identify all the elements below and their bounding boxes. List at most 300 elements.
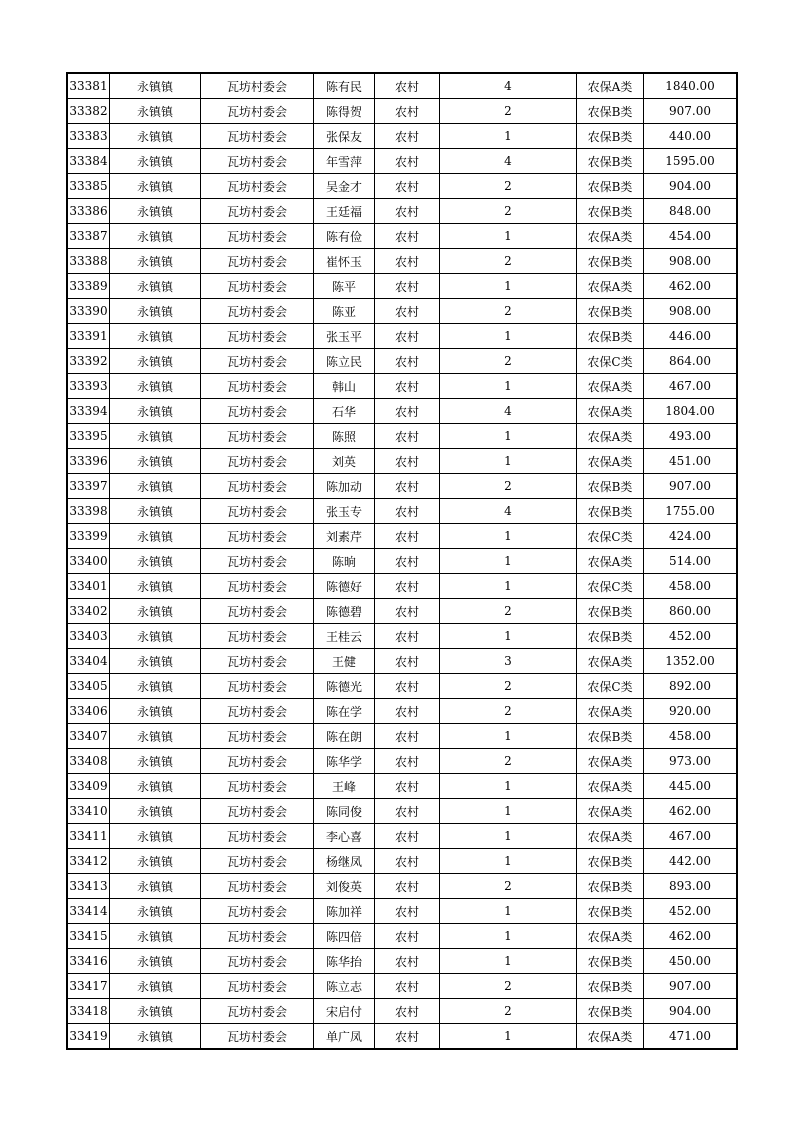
person-count-cell: 1 (440, 849, 577, 874)
person-count-cell: 4 (440, 149, 577, 174)
table-row (67, 524, 737, 549)
table-row (67, 949, 737, 974)
town-cell: 永镇镇 (110, 774, 201, 799)
name-cell: 王健 (314, 649, 375, 674)
person-count-cell: 2 (440, 974, 577, 999)
village-committee-cell: 瓦坊村委会 (201, 849, 314, 874)
village-committee-cell: 瓦坊村委会 (201, 73, 314, 99)
town-cell: 永镇镇 (110, 649, 201, 674)
household-type-cell: 农村 (375, 724, 440, 749)
person-count-cell: 2 (440, 299, 577, 324)
category-cell: 农保B类 (577, 624, 644, 649)
amount-cell: 1804.00 (644, 399, 738, 424)
village-committee-cell: 瓦坊村委会 (201, 324, 314, 349)
person-count-cell: 1 (440, 424, 577, 449)
record-id-cell: 33413 (67, 874, 110, 899)
village-committee-cell: 瓦坊村委会 (201, 924, 314, 949)
town-cell: 永镇镇 (110, 99, 201, 124)
name-cell: 王桂云 (314, 624, 375, 649)
town-cell: 永镇镇 (110, 974, 201, 999)
household-type-cell: 农村 (375, 974, 440, 999)
household-type-cell: 农村 (375, 99, 440, 124)
person-count-cell: 1 (440, 324, 577, 349)
household-type-cell: 农村 (375, 73, 440, 99)
record-id-cell: 33415 (67, 924, 110, 949)
household-type-cell: 农村 (375, 299, 440, 324)
table-row (67, 574, 737, 599)
name-cell: 陈立志 (314, 974, 375, 999)
amount-cell: 458.00 (644, 574, 738, 599)
name-cell: 陈德光 (314, 674, 375, 699)
town-cell: 永镇镇 (110, 449, 201, 474)
town-cell: 永镇镇 (110, 749, 201, 774)
record-id-cell: 33392 (67, 349, 110, 374)
amount-cell: 864.00 (644, 349, 738, 374)
table-row (67, 899, 737, 924)
table-row (67, 174, 737, 199)
person-count-cell: 1 (440, 124, 577, 149)
record-id-cell: 33417 (67, 974, 110, 999)
town-cell: 永镇镇 (110, 849, 201, 874)
name-cell: 王峰 (314, 774, 375, 799)
name-cell: 韩山 (314, 374, 375, 399)
household-type-cell: 农村 (375, 524, 440, 549)
person-count-cell: 1 (440, 549, 577, 574)
town-cell: 永镇镇 (110, 574, 201, 599)
household-type-cell: 农村 (375, 374, 440, 399)
record-id-cell: 33382 (67, 99, 110, 124)
table-row (67, 349, 737, 374)
household-type-cell: 农村 (375, 549, 440, 574)
village-committee-cell: 瓦坊村委会 (201, 274, 314, 299)
village-committee-cell: 瓦坊村委会 (201, 374, 314, 399)
household-type-cell: 农村 (375, 249, 440, 274)
name-cell: 陈在朗 (314, 724, 375, 749)
village-committee-cell: 瓦坊村委会 (201, 949, 314, 974)
amount-cell: 907.00 (644, 474, 738, 499)
name-cell: 崔怀玉 (314, 249, 375, 274)
town-cell: 永镇镇 (110, 174, 201, 199)
record-id-cell: 33414 (67, 899, 110, 924)
amount-cell: 451.00 (644, 449, 738, 474)
village-committee-cell: 瓦坊村委会 (201, 999, 314, 1024)
village-committee-cell: 瓦坊村委会 (201, 199, 314, 224)
table-row (67, 73, 737, 99)
person-count-cell: 1 (440, 224, 577, 249)
amount-cell: 424.00 (644, 524, 738, 549)
household-type-cell: 农村 (375, 474, 440, 499)
town-cell: 永镇镇 (110, 824, 201, 849)
town-cell: 永镇镇 (110, 73, 201, 99)
table-row (67, 199, 737, 224)
amount-cell: 1755.00 (644, 499, 738, 524)
name-cell: 陈德碧 (314, 599, 375, 624)
town-cell: 永镇镇 (110, 249, 201, 274)
village-committee-cell: 瓦坊村委会 (201, 474, 314, 499)
record-id-cell: 33408 (67, 749, 110, 774)
category-cell: 农保A类 (577, 73, 644, 99)
name-cell: 陈四倍 (314, 924, 375, 949)
category-cell: 农保C类 (577, 349, 644, 374)
table-row (67, 824, 737, 849)
household-type-cell: 农村 (375, 574, 440, 599)
category-cell: 农保A类 (577, 424, 644, 449)
category-cell: 农保C类 (577, 674, 644, 699)
amount-cell: 920.00 (644, 699, 738, 724)
person-count-cell: 1 (440, 274, 577, 299)
record-id-cell: 33387 (67, 224, 110, 249)
name-cell: 吴金才 (314, 174, 375, 199)
village-committee-cell: 瓦坊村委会 (201, 124, 314, 149)
table-row (67, 149, 737, 174)
category-cell: 农保A类 (577, 274, 644, 299)
record-id-cell: 33389 (67, 274, 110, 299)
record-id-cell: 33395 (67, 424, 110, 449)
category-cell: 农保A类 (577, 824, 644, 849)
village-committee-cell: 瓦坊村委会 (201, 824, 314, 849)
table-row (67, 424, 737, 449)
category-cell: 农保A类 (577, 774, 644, 799)
table-row (67, 224, 737, 249)
table-row (67, 849, 737, 874)
household-type-cell: 农村 (375, 424, 440, 449)
person-count-cell: 1 (440, 899, 577, 924)
table-row (67, 449, 737, 474)
name-cell: 张玉平 (314, 324, 375, 349)
village-committee-cell: 瓦坊村委会 (201, 524, 314, 549)
person-count-cell: 1 (440, 799, 577, 824)
household-type-cell: 农村 (375, 199, 440, 224)
category-cell: 农保A类 (577, 449, 644, 474)
record-id-cell: 33412 (67, 849, 110, 874)
household-type-cell: 农村 (375, 749, 440, 774)
person-count-cell: 2 (440, 199, 577, 224)
category-cell: 农保B类 (577, 99, 644, 124)
amount-cell: 462.00 (644, 274, 738, 299)
table-row (67, 374, 737, 399)
household-type-cell: 农村 (375, 324, 440, 349)
person-count-cell: 4 (440, 499, 577, 524)
amount-cell: 445.00 (644, 774, 738, 799)
name-cell: 杨继凤 (314, 849, 375, 874)
person-count-cell: 2 (440, 474, 577, 499)
town-cell: 永镇镇 (110, 1024, 201, 1050)
table-row (67, 874, 737, 899)
amount-cell: 442.00 (644, 849, 738, 874)
amount-cell: 458.00 (644, 724, 738, 749)
amount-cell: 904.00 (644, 174, 738, 199)
table-row (67, 1024, 737, 1050)
town-cell: 永镇镇 (110, 474, 201, 499)
record-id-cell: 33397 (67, 474, 110, 499)
household-type-cell: 农村 (375, 949, 440, 974)
record-id-cell: 33396 (67, 449, 110, 474)
village-committee-cell: 瓦坊村委会 (201, 774, 314, 799)
town-cell: 永镇镇 (110, 724, 201, 749)
amount-cell: 908.00 (644, 249, 738, 274)
person-count-cell: 1 (440, 449, 577, 474)
category-cell: 农保C类 (577, 524, 644, 549)
person-count-cell: 2 (440, 749, 577, 774)
town-cell: 永镇镇 (110, 349, 201, 374)
town-cell: 永镇镇 (110, 124, 201, 149)
category-cell: 农保A类 (577, 649, 644, 674)
record-id-cell: 33383 (67, 124, 110, 149)
table-row (67, 724, 737, 749)
village-committee-cell: 瓦坊村委会 (201, 424, 314, 449)
name-cell: 陈得贺 (314, 99, 375, 124)
person-count-cell: 2 (440, 874, 577, 899)
town-cell: 永镇镇 (110, 524, 201, 549)
record-id-cell: 33388 (67, 249, 110, 274)
town-cell: 永镇镇 (110, 799, 201, 824)
household-type-cell: 农村 (375, 924, 440, 949)
village-committee-cell: 瓦坊村委会 (201, 224, 314, 249)
category-cell: 农保A类 (577, 374, 644, 399)
table-row (67, 999, 737, 1024)
name-cell: 陈照 (314, 424, 375, 449)
person-count-cell: 1 (440, 824, 577, 849)
record-id-cell: 33384 (67, 149, 110, 174)
household-type-cell: 农村 (375, 399, 440, 424)
table-row (67, 649, 737, 674)
household-type-cell: 农村 (375, 799, 440, 824)
record-id-cell: 33419 (67, 1024, 110, 1050)
amount-cell: 907.00 (644, 99, 738, 124)
household-type-cell: 农村 (375, 874, 440, 899)
amount-cell: 893.00 (644, 874, 738, 899)
category-cell: 农保B类 (577, 499, 644, 524)
table-row (67, 774, 737, 799)
roster-body (67, 73, 737, 1049)
person-count-cell: 2 (440, 599, 577, 624)
category-cell: 农保B类 (577, 324, 644, 349)
category-cell: 农保B类 (577, 149, 644, 174)
record-id-cell: 33381 (67, 73, 110, 99)
table-row (67, 324, 737, 349)
town-cell: 永镇镇 (110, 949, 201, 974)
town-cell: 永镇镇 (110, 874, 201, 899)
table-row (67, 99, 737, 124)
table-row (67, 599, 737, 624)
name-cell: 刘素芹 (314, 524, 375, 549)
amount-cell: 454.00 (644, 224, 738, 249)
town-cell: 永镇镇 (110, 399, 201, 424)
record-id-cell: 33407 (67, 724, 110, 749)
record-id-cell: 33402 (67, 599, 110, 624)
village-committee-cell: 瓦坊村委会 (201, 449, 314, 474)
household-type-cell: 农村 (375, 774, 440, 799)
person-count-cell: 2 (440, 174, 577, 199)
name-cell: 陈加祥 (314, 899, 375, 924)
household-type-cell: 农村 (375, 999, 440, 1024)
person-count-cell: 1 (440, 1024, 577, 1050)
amount-cell: 848.00 (644, 199, 738, 224)
person-count-cell: 1 (440, 774, 577, 799)
person-count-cell: 4 (440, 399, 577, 424)
name-cell: 张玉专 (314, 499, 375, 524)
name-cell: 陈在学 (314, 699, 375, 724)
roster-table (66, 72, 738, 1050)
person-count-cell: 2 (440, 249, 577, 274)
person-count-cell: 2 (440, 349, 577, 374)
town-cell: 永镇镇 (110, 324, 201, 349)
record-id-cell: 33385 (67, 174, 110, 199)
village-committee-cell: 瓦坊村委会 (201, 399, 314, 424)
amount-cell: 450.00 (644, 949, 738, 974)
category-cell: 农保A类 (577, 224, 644, 249)
table-row (67, 274, 737, 299)
amount-cell: 860.00 (644, 599, 738, 624)
record-id-cell: 33403 (67, 624, 110, 649)
amount-cell: 904.00 (644, 999, 738, 1024)
record-id-cell: 33410 (67, 799, 110, 824)
village-committee-cell: 瓦坊村委会 (201, 674, 314, 699)
household-type-cell: 农村 (375, 824, 440, 849)
category-cell: 农保B类 (577, 599, 644, 624)
record-id-cell: 33411 (67, 824, 110, 849)
table-row (67, 749, 737, 774)
person-count-cell: 1 (440, 574, 577, 599)
household-type-cell: 农村 (375, 224, 440, 249)
name-cell: 宋启付 (314, 999, 375, 1024)
village-committee-cell: 瓦坊村委会 (201, 699, 314, 724)
village-committee-cell: 瓦坊村委会 (201, 874, 314, 899)
town-cell: 永镇镇 (110, 599, 201, 624)
table-row (67, 474, 737, 499)
village-committee-cell: 瓦坊村委会 (201, 974, 314, 999)
category-cell: 农保B类 (577, 474, 644, 499)
town-cell: 永镇镇 (110, 499, 201, 524)
record-id-cell: 33390 (67, 299, 110, 324)
person-count-cell: 1 (440, 624, 577, 649)
record-id-cell: 33398 (67, 499, 110, 524)
name-cell: 陈华抬 (314, 949, 375, 974)
town-cell: 永镇镇 (110, 374, 201, 399)
town-cell: 永镇镇 (110, 699, 201, 724)
village-committee-cell: 瓦坊村委会 (201, 624, 314, 649)
name-cell: 刘英 (314, 449, 375, 474)
category-cell: 农保A类 (577, 924, 644, 949)
town-cell: 永镇镇 (110, 149, 201, 174)
table-row (67, 124, 737, 149)
person-count-cell: 1 (440, 374, 577, 399)
person-count-cell: 3 (440, 649, 577, 674)
amount-cell: 973.00 (644, 749, 738, 774)
amount-cell: 892.00 (644, 674, 738, 699)
category-cell: 农保C类 (577, 574, 644, 599)
amount-cell: 514.00 (644, 549, 738, 574)
amount-cell: 471.00 (644, 1024, 738, 1050)
category-cell: 农保B类 (577, 974, 644, 999)
amount-cell: 462.00 (644, 924, 738, 949)
household-type-cell: 农村 (375, 274, 440, 299)
village-committee-cell: 瓦坊村委会 (201, 349, 314, 374)
category-cell: 农保B类 (577, 899, 644, 924)
person-count-cell: 1 (440, 949, 577, 974)
village-committee-cell: 瓦坊村委会 (201, 99, 314, 124)
record-id-cell: 33418 (67, 999, 110, 1024)
category-cell: 农保B类 (577, 849, 644, 874)
person-count-cell: 2 (440, 99, 577, 124)
household-type-cell: 农村 (375, 699, 440, 724)
person-count-cell: 2 (440, 674, 577, 699)
name-cell: 陈同俊 (314, 799, 375, 824)
amount-cell: 452.00 (644, 899, 738, 924)
town-cell: 永镇镇 (110, 224, 201, 249)
category-cell: 农保B类 (577, 874, 644, 899)
village-committee-cell: 瓦坊村委会 (201, 599, 314, 624)
town-cell: 永镇镇 (110, 674, 201, 699)
amount-cell: 467.00 (644, 824, 738, 849)
household-type-cell: 农村 (375, 674, 440, 699)
record-id-cell: 33406 (67, 699, 110, 724)
name-cell: 陈有民 (314, 73, 375, 99)
village-committee-cell: 瓦坊村委会 (201, 749, 314, 774)
household-type-cell: 农村 (375, 649, 440, 674)
amount-cell: 440.00 (644, 124, 738, 149)
town-cell: 永镇镇 (110, 549, 201, 574)
table-row (67, 549, 737, 574)
record-id-cell: 33400 (67, 549, 110, 574)
category-cell: 农保B类 (577, 949, 644, 974)
person-count-cell: 4 (440, 73, 577, 99)
household-type-cell: 农村 (375, 124, 440, 149)
name-cell: 王廷福 (314, 199, 375, 224)
table-row (67, 674, 737, 699)
person-count-cell: 2 (440, 699, 577, 724)
name-cell: 陈有俭 (314, 224, 375, 249)
category-cell: 农保B类 (577, 199, 644, 224)
table-row (67, 624, 737, 649)
village-committee-cell: 瓦坊村委会 (201, 799, 314, 824)
town-cell: 永镇镇 (110, 199, 201, 224)
town-cell: 永镇镇 (110, 999, 201, 1024)
record-id-cell: 33393 (67, 374, 110, 399)
name-cell: 刘俊英 (314, 874, 375, 899)
village-committee-cell: 瓦坊村委会 (201, 499, 314, 524)
amount-cell: 467.00 (644, 374, 738, 399)
village-committee-cell: 瓦坊村委会 (201, 649, 314, 674)
record-id-cell: 33409 (67, 774, 110, 799)
name-cell: 石华 (314, 399, 375, 424)
household-type-cell: 农村 (375, 849, 440, 874)
household-type-cell: 农村 (375, 349, 440, 374)
person-count-cell: 1 (440, 924, 577, 949)
name-cell: 陈立民 (314, 349, 375, 374)
name-cell: 陈平 (314, 274, 375, 299)
household-type-cell: 农村 (375, 1024, 440, 1050)
amount-cell: 462.00 (644, 799, 738, 824)
household-type-cell: 农村 (375, 899, 440, 924)
amount-cell: 446.00 (644, 324, 738, 349)
amount-cell: 493.00 (644, 424, 738, 449)
household-type-cell: 农村 (375, 624, 440, 649)
category-cell: 农保A类 (577, 399, 644, 424)
town-cell: 永镇镇 (110, 924, 201, 949)
category-cell: 农保B类 (577, 299, 644, 324)
table-row (67, 799, 737, 824)
household-type-cell: 农村 (375, 599, 440, 624)
category-cell: 农保A类 (577, 699, 644, 724)
village-committee-cell: 瓦坊村委会 (201, 724, 314, 749)
record-id-cell: 33405 (67, 674, 110, 699)
amount-cell: 908.00 (644, 299, 738, 324)
town-cell: 永镇镇 (110, 624, 201, 649)
person-count-cell: 1 (440, 724, 577, 749)
name-cell: 陈加动 (314, 474, 375, 499)
amount-cell: 452.00 (644, 624, 738, 649)
